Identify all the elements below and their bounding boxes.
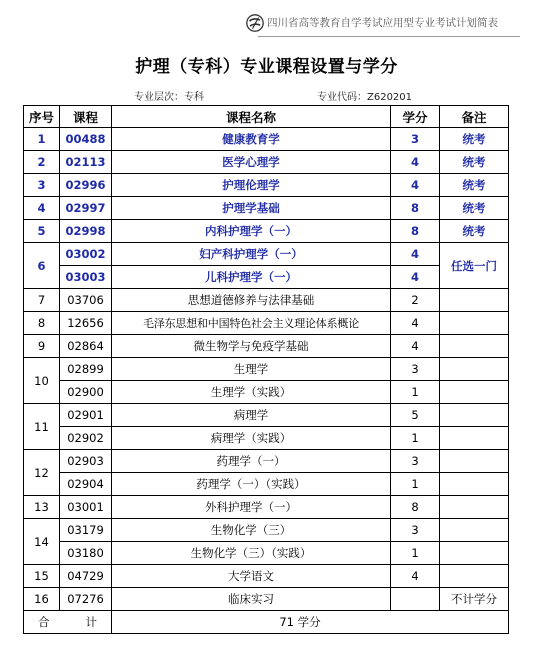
- course-name: 病理学: [112, 404, 391, 427]
- course-name: 微生物学与免疫学基础: [112, 335, 391, 358]
- course-name: 生理学: [112, 358, 391, 381]
- course-name: 护理伦理学: [112, 174, 391, 197]
- course-credits: 1: [391, 473, 440, 496]
- course-note: [440, 312, 509, 335]
- course-name: 思想道德修养与法律基础: [112, 289, 391, 312]
- row-no: 14: [24, 519, 60, 565]
- course-credits: 1: [391, 427, 440, 450]
- course-note: [440, 519, 509, 542]
- header-note: 备注: [440, 106, 509, 128]
- table-row: [24, 519, 509, 542]
- total-label-left: 合: [38, 615, 50, 629]
- row-no: 1: [24, 128, 60, 151]
- course-name: 临床实习: [112, 588, 391, 611]
- table-row: [24, 335, 509, 358]
- course-credits: 1: [391, 381, 440, 404]
- row-no: 13: [24, 496, 60, 519]
- course-code: 03003: [60, 266, 112, 289]
- course-code: 03706: [60, 289, 112, 312]
- document-title: 护理（专科）专业课程设置与学分: [135, 57, 398, 77]
- course-note: 统考: [440, 151, 509, 174]
- table-row: [24, 427, 509, 450]
- header-no: 序号: [24, 106, 60, 128]
- course-code: 02899: [60, 358, 112, 381]
- organization-name: 四川省高等教育自学考试应用型专业考试计划简表: [267, 17, 498, 29]
- row-no: 3: [24, 174, 60, 197]
- total-value: [112, 611, 509, 634]
- table-header-row: [24, 106, 509, 128]
- course-code: 12656: [60, 312, 112, 335]
- row-no: 5: [24, 220, 60, 243]
- table-row: [24, 243, 509, 266]
- table-row: [24, 565, 509, 588]
- table-row: [24, 588, 509, 611]
- row-no: 16: [24, 588, 60, 611]
- course-name: 生物化学（三）（实践）: [112, 542, 391, 565]
- course-name: 病理学（实践）: [112, 427, 391, 450]
- course-name: 生物化学（三）: [112, 519, 391, 542]
- course-code: 02996: [60, 174, 112, 197]
- course-note: [440, 289, 509, 312]
- course-note: [440, 473, 509, 496]
- course-code: 02113: [60, 151, 112, 174]
- course-note: [440, 335, 509, 358]
- course-code: 02904: [60, 473, 112, 496]
- course-credits: 2: [391, 289, 440, 312]
- table-row: [24, 174, 509, 197]
- table-row: [24, 358, 509, 381]
- exam-logo-icon: [246, 14, 264, 32]
- course-code: 02903: [60, 450, 112, 473]
- course-code: 07276: [60, 588, 112, 611]
- course-name: 内科护理学（一）: [112, 220, 391, 243]
- course-credits: 8: [391, 496, 440, 519]
- course-name: 药理学（一）（实践）: [112, 473, 391, 496]
- course-note: [440, 496, 509, 519]
- course-code: 02864: [60, 335, 112, 358]
- row-no: 9: [24, 335, 60, 358]
- course-note: 统考: [440, 128, 509, 151]
- table-row: [24, 266, 509, 289]
- row-no: 2: [24, 151, 60, 174]
- course-note: 不计学分: [440, 588, 509, 611]
- course-name: 护理学基础: [112, 197, 391, 220]
- row-no: 7: [24, 289, 60, 312]
- course-code: 02902: [60, 427, 112, 450]
- course-credits: 4: [391, 266, 440, 289]
- course-name: 毛泽东思想和中国特色社会主义理论体系概论: [112, 312, 391, 335]
- table-row: [24, 128, 509, 151]
- total-label-right: 计: [85, 615, 97, 629]
- row-no: 8: [24, 312, 60, 335]
- course-note: [440, 427, 509, 450]
- course-credits: 3: [391, 128, 440, 151]
- course-table: [23, 105, 509, 634]
- table-row: [24, 151, 509, 174]
- table-row: [24, 473, 509, 496]
- header-code: 课程: [60, 106, 112, 128]
- course-name: 健康教育学: [112, 128, 391, 151]
- header-rule: [258, 36, 520, 37]
- total-row: [24, 611, 509, 634]
- table-row: [24, 289, 509, 312]
- course-code: 00488: [60, 128, 112, 151]
- table-row: [24, 312, 509, 335]
- row-no: 11: [24, 404, 60, 450]
- course-credits: 1: [391, 542, 440, 565]
- course-note: [440, 450, 509, 473]
- course-code: 02997: [60, 197, 112, 220]
- course-code: 02901: [60, 404, 112, 427]
- course-note: 统考: [440, 174, 509, 197]
- course-code: 03002: [60, 243, 112, 266]
- course-credits: 4: [391, 312, 440, 335]
- course-name: 生理学（实践）: [112, 381, 391, 404]
- course-note: [440, 404, 509, 427]
- course-name: 妇产科护理学（一）: [112, 243, 391, 266]
- course-name: 儿科护理学（一）: [112, 266, 391, 289]
- row-no: 6: [24, 243, 60, 289]
- row-no: 4: [24, 197, 60, 220]
- course-code: 04729: [60, 565, 112, 588]
- table-row: [24, 197, 509, 220]
- course-note: [440, 358, 509, 381]
- course-name: 药理学（一）: [112, 450, 391, 473]
- header-credits: 学分: [391, 106, 440, 128]
- row-no: 15: [24, 565, 60, 588]
- course-name: 外科护理学（一）: [112, 496, 391, 519]
- course-name: 医学心理学: [112, 151, 391, 174]
- course-note: [440, 565, 509, 588]
- course-credits: 4: [391, 335, 440, 358]
- table-row: [24, 450, 509, 473]
- document-header: [0, 0, 533, 40]
- course-code: 02900: [60, 381, 112, 404]
- course-note: 统考: [440, 197, 509, 220]
- table-row: [24, 542, 509, 565]
- table-row: [24, 496, 509, 519]
- header-name: 课程名称: [112, 106, 391, 128]
- course-credits: 4: [391, 243, 440, 266]
- total-label: [24, 611, 112, 634]
- course-credits: 3: [391, 450, 440, 473]
- row-no: 12: [24, 450, 60, 496]
- table-row: [24, 220, 509, 243]
- course-credits: 4: [391, 151, 440, 174]
- course-credits: 4: [391, 565, 440, 588]
- course-credits: 5: [391, 404, 440, 427]
- course-note: [440, 381, 509, 404]
- course-note: 任选一门: [440, 243, 509, 289]
- course-credits: 8: [391, 220, 440, 243]
- course-code: 03001: [60, 496, 112, 519]
- course-code: 03179: [60, 519, 112, 542]
- course-name: 大学语文: [112, 565, 391, 588]
- major-code: 专业代码：Z620201: [317, 92, 413, 103]
- course-note: [440, 542, 509, 565]
- table-row: [24, 381, 509, 404]
- row-no: 10: [24, 358, 60, 404]
- course-code: 03180: [60, 542, 112, 565]
- major-level: 专业层次：专科: [134, 92, 204, 103]
- course-note: 统考: [440, 220, 509, 243]
- course-credits: [391, 588, 440, 611]
- total-credits: 71 学分: [279, 615, 321, 629]
- course-credits: 3: [391, 358, 440, 381]
- course-credits: 4: [391, 174, 440, 197]
- course-credits: 8: [391, 197, 440, 220]
- course-code: 02998: [60, 220, 112, 243]
- table-row: [24, 404, 509, 427]
- course-credits: 3: [391, 519, 440, 542]
